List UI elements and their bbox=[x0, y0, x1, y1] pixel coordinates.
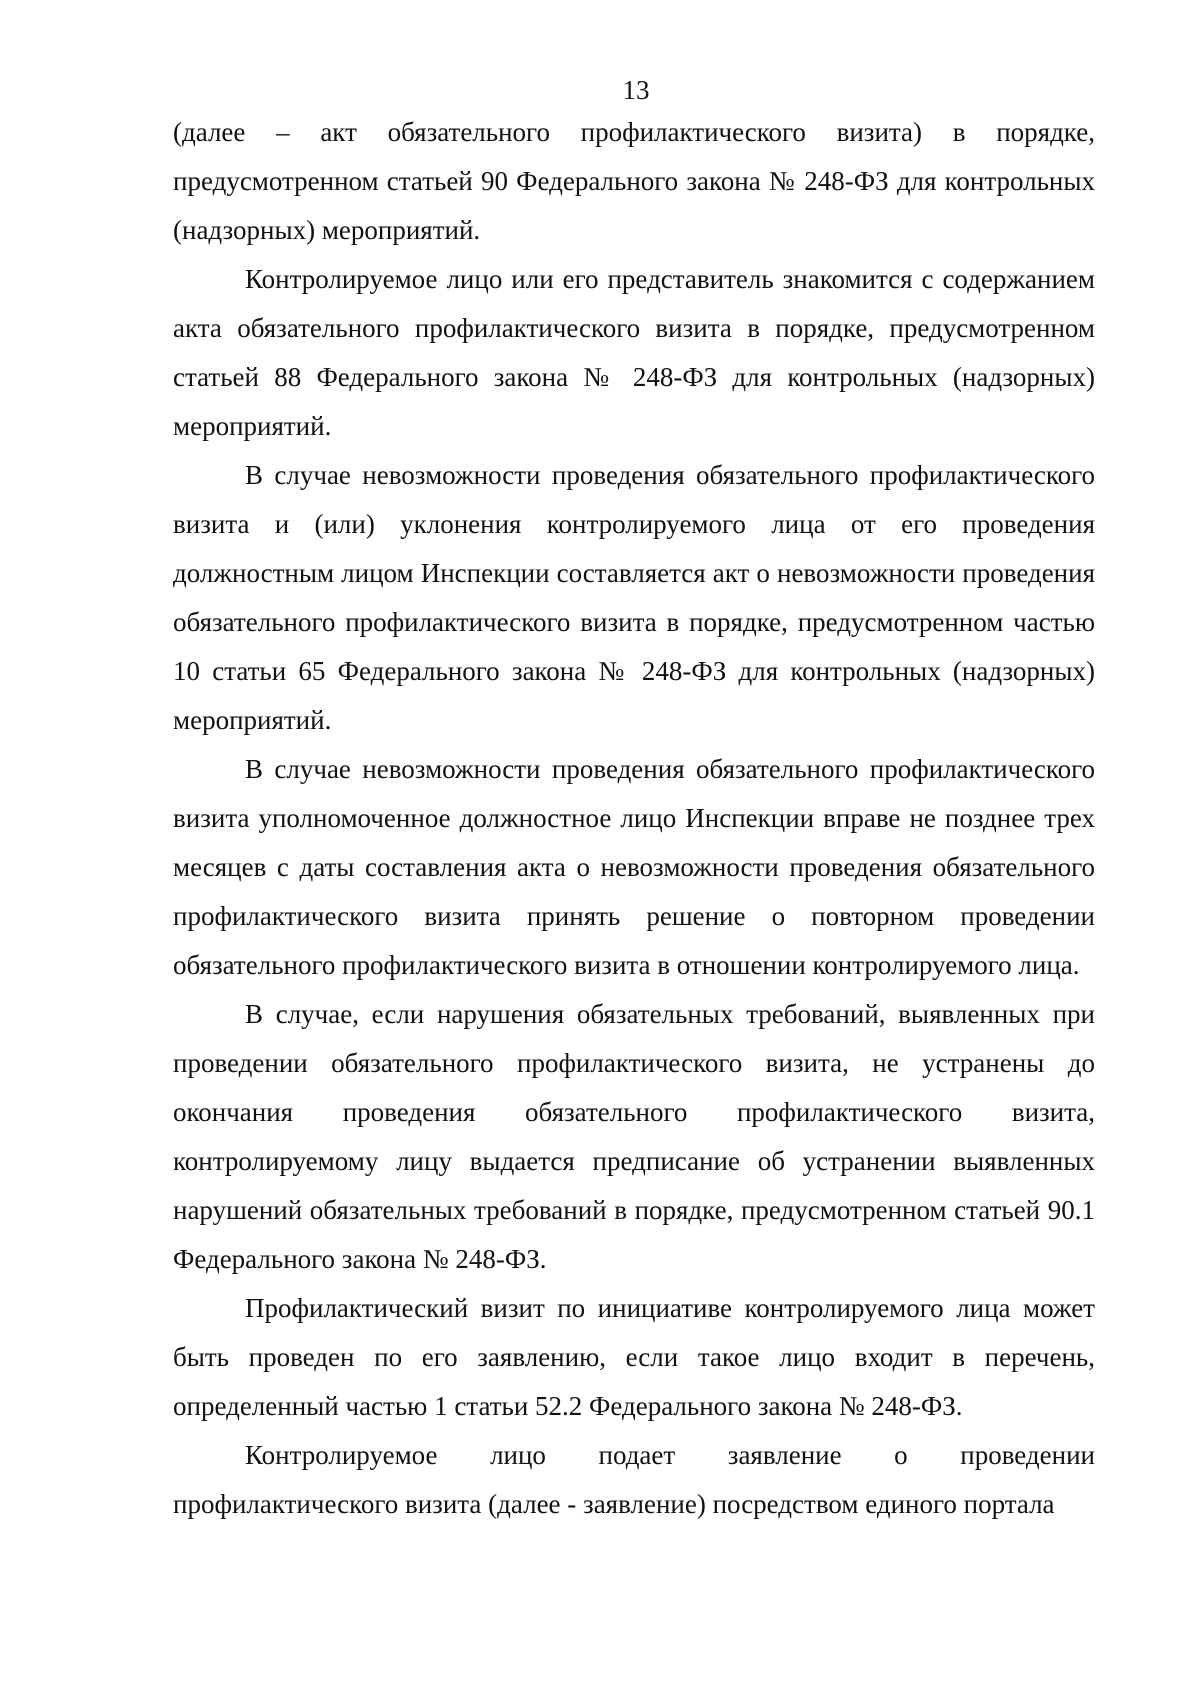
paragraph-act-continuation: (далее – акт обязательного профилактического визита) в порядке, предусмотренном статьей 90 Федерального закона № 248-ФЗ для контрольных (надзорных) мероприятий. bbox=[173, 117, 1095, 245]
page-number: 13 bbox=[622, 75, 650, 105]
paragraph-application-submission: Контролируемое лицо подает заявление о проведении профилактического визита (далее - заявление) посредством единого портала bbox=[173, 1440, 1095, 1519]
paragraph-repeat-visit-decision: В случае невозможности проведения обязательного профилактического визита уполномоченное должностное лицо Инспекции вправе не позднее трех месяцев с даты составления акта о невозможности проведения обязательного профилактического визита принять решение о повторном проведении обязательного профилактического визита в отношении контролируемого лица. bbox=[173, 754, 1095, 980]
document-body bbox=[173, 108, 1095, 1529]
paragraph-impossibility-act: В случае невозможности проведения обязательного профилактического визита и (или) уклонения контролируемого лица от его проведения должностным лицом Инспекции составляется акт о невозможности проведения обязательного профилактического визита в порядке, предусмотренном частью 10 статьи 65 Федерального закона № 248-ФЗ для контрольных (надзорных) мероприятий. bbox=[173, 460, 1095, 735]
paragraph-act-familiarization: Контролируемое лицо или его представитель знакомится с содержанием акта обязательного профилактического визита в порядке, предусмотренном статьей 88 Федерального закона № 248-ФЗ для контрольных (надзорных) мероприятий. bbox=[173, 264, 1095, 441]
paragraph-visit-by-initiative: Профилактический визит по инициативе контролируемого лица может быть проведен по его заявлению, если такое лицо входит в перечень, определенный частью 1 статьи 52.2 Федерального закона № 248-ФЗ. bbox=[173, 1293, 1095, 1421]
paragraph-violation-order: В случае, если нарушения обязательных требований, выявленных при проведении обязательного профилактического визита, не устранены до окончания проведения обязательного профилактического визита, контролируемому лицу выдается предписание об устранении выявленных нарушений обязательных требований в порядке, предусмотренном статьей 90.1 Федерального закона № 248-ФЗ. bbox=[173, 999, 1095, 1274]
